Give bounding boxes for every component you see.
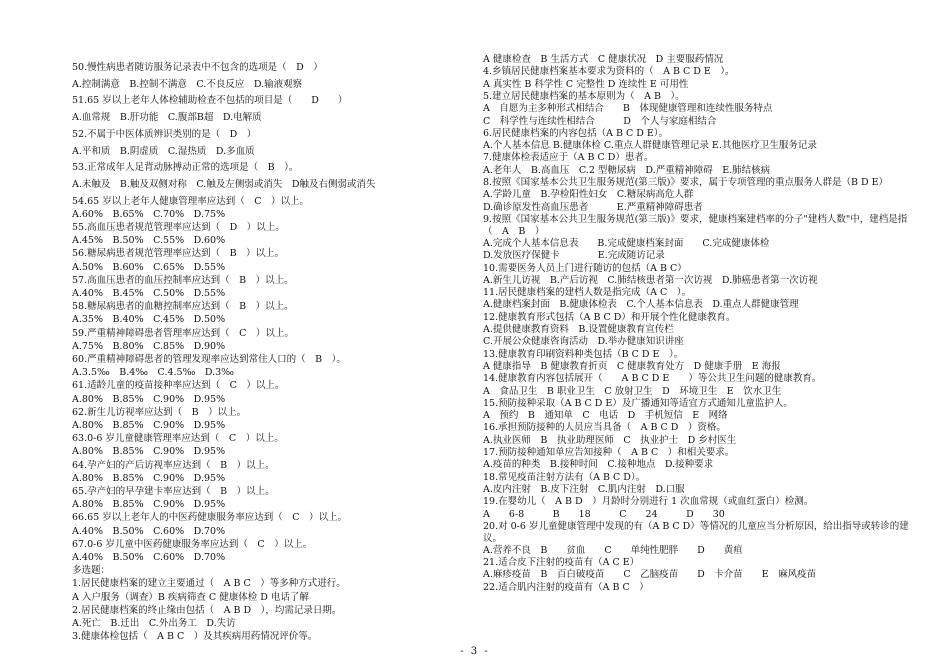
question-line: A.学龄儿童 B.孕检阳性妇女 C.糖尿病高危人群 [483,189,694,200]
question-line: 20.对 0-6 岁儿童健康管理中发现的有（A B C D）等情况的儿童应当分析原因，给出指导或转诊的建议。 [483,521,909,544]
question-line: 57.高血压患者的血压控制率应达到（ B ）以上。 [72,275,294,286]
question-line: A.80% B.85% C.90% D.95% [72,473,226,484]
question-line: 21.适合皮下注射的疫苗有（A C E） [483,557,640,568]
question-line: 66.65 岁以上老年人的中医药健康服务率应达到（ C ）以上。 [72,512,347,523]
question-line: A.老年人 B.高血压 C.2 型糖尿病 D.严重精神障碍 E.肺结核病 [483,165,771,176]
question-line: A.控制满意 B.控制不满意 C.不良反应 D.输液观察 [72,79,303,90]
question-line: A.完成个人基本信息表 B.完成健康档案封面 C.完成健康体检 [483,238,770,249]
question-line: 56.糖尿病患者规范管理率应达到（ B ）以上。 [72,248,285,259]
question-line: A 6-8 B 18 C 24 D 30 [483,509,725,520]
question-line: 1.居民健康档案的建立主要通过（ A B C ）等多种方式进行。 [72,578,346,589]
question-line: A 健康检查 B 生活方式 C 健康状况 D 主要服药情况 [483,54,724,65]
question-line: A.血常规 B.肝功能 C.腹部B超 D.电解质 [72,112,262,123]
question-line: A.疫苗的种类 B.接种时间 C.接种地点 D.接种要求 [483,459,714,470]
question-line: 60.严重精神障碍患者的管理发现率应达到常住人口的（ B ）。 [72,354,346,365]
question-line: A 预约 B 通知单 C 电话 D 手机短信 E 网络 [483,410,728,421]
question-line: 58.糖尿病患者的血糖控制率应达到（ B ）以上。 [72,301,294,312]
question-line: A.80% B.85% C.90% D.95% [72,499,226,510]
question-line: A 食品卫生 B 职业卫生 C 放射卫生 D 环境卫生 E 饮水卫生 [483,386,782,397]
question-line: A.40% B.50% C.60% D.70% [72,526,226,537]
question-line: 8.按照《国家基本公共卫生服务规范(第三版)》要求，属于专项管理的重点服务人群是（B D E） [483,177,889,188]
question-line: A.麻疹疫苗 B 百白破疫苗 C 乙脑疫苗 D 卡介苗 E 麻风疫苗 [483,569,817,580]
question-line: A.营养不良 B 贫血 C 单纯性肥胖 D 黄疸 [483,545,743,556]
question-line: 54.65 岁以上老年人健康管理率应达到（ C ）以上。 [72,196,309,207]
question-line: 9.按照《国家基本公共卫生服务规范(第三版)》要求，健康档案建档率的分子"建档人数"中，建档是指（ A B ） [483,214,908,237]
question-line: A.45% B.50% C.55% D.60% [72,235,226,246]
question-line: 17.预防接种通知单应告知接种（ A B C ）和相关要求。 [483,447,735,458]
question-line: 65.孕产妇的早孕建卡率应达到（ B ）以上。 [72,486,275,497]
question-line: 63.0-6 岁儿童健康管理率应达到（ C ）以上。 [72,433,284,444]
question-line: A.执业医师 B 执业助理医师 C 执业护士 D 乡村医生 [483,435,737,446]
question-line: 59.严重精神障碍患者管理率应达到（ C ）以上。 [72,328,294,339]
question-line: 12.健康教育形式包括（A B C D）和开展个性化健康教育。 [483,312,736,323]
question-line: A.新生儿访视 B.产后访视 C.肺结核患者第一次访视 D.肺癌患者第一次访视 [483,275,818,286]
question-line: A.提供健康教育资料 B.设置健康教育宣传栏 [483,324,674,335]
question-line: A.健康档案封面 B.健康体检表 C.个人基本信息表 D.重点人群健康管理 [483,299,799,310]
question-line: A.80% B.85% C.90% D.95% [72,420,226,431]
question-line: 51.65 岁以上老年人体检辅助检查不包括的项目是（ D ） [72,95,348,106]
question-line: 13.健康教育印刷资料种类包括（B C D E ）。 [483,349,684,360]
question-line: 3.健康体检包括（ A B C ）及其疾病用药情况评价等。 [72,631,318,642]
question-line: 16.承担预防接种的人员应当具备（ A B C D ）资格。 [483,422,726,433]
question-line: 多选题： [72,565,111,576]
question-line: 50.慢性病患者随访服务记录表中不包含的选项是（ D ） [72,62,323,73]
question-line: 10.需要医务人员上门进行随访的包括（A B C） [483,263,687,274]
question-line: 18.常见疫苗注射方法有（A B C D）。 [483,472,646,483]
question-line: A.个人基本信息 B.健康体检 C.重点人群健康管理记录 E.其他医疗卫生服务记录 [483,140,817,151]
question-line: 52.不属于中医体质辨识类别的是（ D ） [72,129,257,140]
question-line: A.50% B.60% C.65% D.55% [72,262,226,273]
question-line: D.发放医疗保健卡 E.完成随访记录 [483,250,665,261]
question-line: A.80% B.85% C.90% D.95% [72,394,226,405]
question-line: 62.新生儿访视率应达到（ B ）以上。 [72,407,247,418]
question-line: 15.预防接种采取（A B C D E）及广播通知等适宜方式通知儿童监护人。 [483,398,793,409]
question-line: A 健康指导 B 健康教育折页 C 健康教育处方 D 健康手册 E 海报 [483,361,781,372]
question-line: A.75% B.80% C.85% D.90% [72,341,226,352]
question-line: 2.居民健康档案的终止缘由包括（ A B D ），均需记录日期。 [72,605,342,616]
question-line: 19.在婴幼儿（ A B D ）月龄时分别进行 1 次血常规（或血红蛋白）检测。 [483,496,814,507]
question-line: 5.建立居民健康档案的基本原则为（ A B ）。 [483,91,685,102]
question-line: 53.正常成年人足背动脉搏动正常的选项是（ B ）。 [72,162,299,173]
question-line: A.40% B.45% C.50% D.55% [72,288,226,299]
question-line: A 入户服务（调查）B 疾病筛查 C 健康体检 D 电话了解 [72,592,309,603]
question-line: A.平和质 B.阴虚质 C.湿热质 D.多血质 [72,146,255,157]
question-line: 67.0-6 岁儿童中医药健康服务率应达到（ C ）以上。 [72,539,313,550]
question-line: A.40% B.50% C.60% D.70% [72,552,226,563]
page-number: - 3 - [460,646,490,657]
question-line: 11.居民健康档案的建档人数是指完成（A C ）。 [483,287,692,298]
question-line: C.开展公众健康咨询活动 D.举办健康知识讲座 [483,336,684,347]
question-line: A.死亡 B.迁出 C.外出务工 D.失访 [72,618,236,629]
question-line: A 真实性 B 科学性 C 完整性 D 连续性 E 可用性 [483,79,689,90]
question-line: 6.居民健康档案的内容包括（A B C D E）。 [483,128,669,139]
question-line: 14.健康教育内容包括展开（ A B C D E ）等公共卫生问题的健康教育。 [483,373,822,384]
question-line: 64.孕产妇的产后访视率应达到（ B ）以上。 [72,460,275,471]
question-line: A 自愿为主多种形式相结合 B 体现健康管理和连续性服务特点 [483,103,773,114]
question-line: 22.适合肌内注射的疫苗有（A B C ） [483,582,649,593]
question-line: A.3.5‰ B.4‰ C.4.5‰ D.3‰ [72,367,234,378]
question-line: A.35% B.40% C.45% D.50% [72,314,226,325]
question-line: C 科学性与连续性相结合 D 个人与家庭相结合 [483,116,717,127]
question-line: 55.高血压患者规范管理率应达到（ D ）以上。 [72,222,285,233]
question-line: A.80% B.85% C.90% D.95% [72,446,226,457]
question-line: A.未触及 B.触及双侧对称 C.触及左侧弱或消失 D触及右侧弱或消失 [72,179,376,190]
question-line: 61.适龄儿童的疫苗接种率应达到（ C ）以上。 [72,380,285,391]
question-line: 4.乡镇居民健康档案基本要求为资料的（ A B C D E ）。 [483,66,735,77]
question-line: A.60% B.65% C.70% D.75% [72,209,226,220]
question-line: 7.健康体检表适应于（A B C D）患者。 [483,152,654,163]
question-line: A.皮内注射 B.皮下注射 C.肌内注射 D.口服 [483,484,685,495]
question-line: D.确诊原发性高血压患者 E.严重精神障碍患者 [483,202,703,213]
